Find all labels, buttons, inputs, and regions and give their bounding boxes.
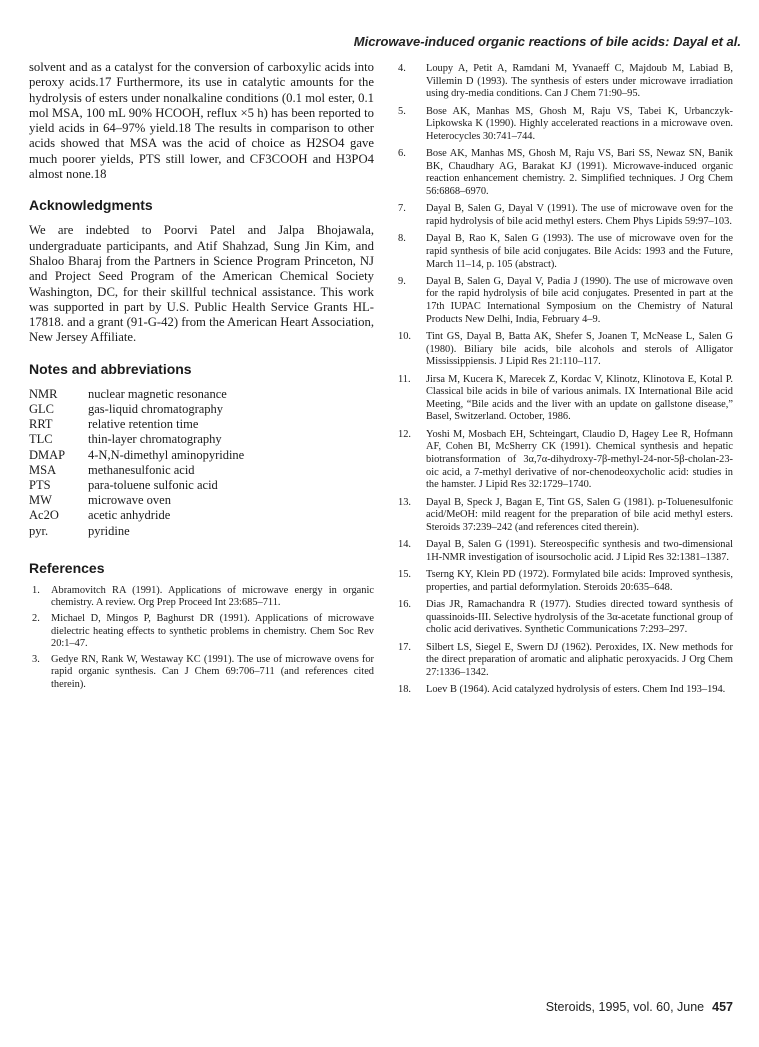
reference-text: Bose AK, Manhas MS, Ghosh M, Raju VS, Tabei K, Urbanczyk-Lipkowska K (1990). Highly accelerated reactions in a microwave oven. Heterocycles 30:741–744.: [426, 105, 733, 142]
reference-list-right: [395, 63, 733, 702]
acknowledgments-text: We are indebted to Poorvi Patel and Jalpa Bhojawala, undergraduate participants, and Atif Shahzad, Sung Jin Kim, and Shaloo Bharaj from the Partners in Science Program Princeton, NJ and Project Seed Program of the American Chemical Society Washington, DC, for their skillful technical assistance. This work was supported in part by U.S. Public Health Service Grants HL-17818. and a grant (91-G-42) from the American Heart Association, New Jersey Affiliate.: [29, 223, 374, 345]
reference-number: 9.: [398, 275, 406, 287]
reference-text: Yoshi M, Mosbach EH, Schteingart, Claudio D, Hagey Lee R, Hofmann AF, Cohen BI, McSherry CK (1991). Chemical synthesis and hepatic biotransformation of 3α,7α-dihydroxy-7β-methyl-24-nor-5β-cholan-23-oic acid, a 7-methyl derivative of nor-chenodeoxycholic acid: studies in the hamster. J Lipid Res 32:1729–1740.: [426, 428, 733, 491]
reference-number: 16.: [398, 599, 411, 611]
reference-text: Dayal B, Salen G, Dayal V (1991). The use of microwave oven for the rapid hydrolysis of bile acid methyl esters. Chem Phys Lipids 59:97–103.: [426, 203, 733, 227]
abbreviation-term: GLC: [29, 401, 54, 416]
abbreviation-row: [29, 493, 244, 508]
reference-number: 4.: [398, 63, 406, 74]
reference-text: Dayal B, Rao K, Salen G (1993). The use of microwave oven for the rapid synthesis of bile acid conjugates. Bile Acids: 1993 and the Future, March 11–14, p. 105 (abstract).: [426, 233, 733, 270]
reference-number: 10.: [398, 331, 411, 343]
journal-citation: Steroids, 1995, vol. 60, June: [545, 1000, 705, 1014]
reference-text: Michael D, Mingos P, Baghurst DR (1991). Applications of microwave dielectric heating effects to synthetic problems in chemistry. Chem Soc Rev 20:1–47.: [51, 612, 374, 650]
reference-text: Tint GS, Dayal B, Batta AK, Shefer S, Joanen T, McNease L, Salen G (1980). Biliary bile acids, bile alcohols and sterols of Alligator Mississippiensis. J Lipid Res 21:110–117.: [426, 331, 733, 368]
abbreviation-meaning: relative retention time: [88, 417, 199, 432]
abbreviation-term: PTS: [29, 477, 51, 492]
abbreviation-term: NMR: [29, 386, 58, 401]
reference-text: Dayal B, Speck J, Bagan E, Tint GS, Salen G (1981). p-Toluenesulfonic acid/MeOH: mild reagent for the preparation of bile acid methyl esters. Steroids 37:239–242 (and references cited therein).: [426, 496, 733, 533]
reference-item: [395, 684, 733, 697]
reference-text: Loev B (1964). Acid catalyzed hydrolysis of esters. Chem Ind 193–194.: [426, 684, 726, 696]
reference-text: Dias JR, Ramachandra R (1977). Studies directed toward synthesis of quassinoids-III. Selective hydrolysis of the 3α-acetate functional group of cholic acid derivatives. Synthetic Communications 7:293–297.: [426, 599, 733, 636]
abbreviation-term: RRT: [29, 417, 53, 432]
reference-item: [395, 203, 733, 228]
reference-number: 5.: [398, 105, 406, 117]
abbreviations-table: [29, 387, 244, 539]
abbreviation-row: [29, 463, 244, 478]
reference-number: 11.: [398, 373, 411, 385]
abbreviation-meaning: 4-N,N-dimethyl aminopyridine: [88, 447, 245, 462]
reference-number: 6.: [398, 148, 406, 160]
page-number: 457: [712, 1000, 733, 1014]
reference-text: Gedye RN, Rank W, Westaway KC (1991). The use of microwave ovens for rapid organic synthesis. Can J Chem 69:706–711 (and references cited therein).: [51, 653, 374, 690]
reference-item: [395, 276, 733, 326]
reference-number: 12.: [398, 428, 411, 440]
abbreviation-row: [29, 508, 244, 523]
reference-item: [395, 374, 733, 424]
abbreviation-row: [29, 478, 244, 493]
running-header: Microwave-induced organic reactions of bile acids: Dayal et al.: [353, 34, 741, 49]
reference-number: 8.: [398, 233, 406, 245]
abbreviation-row: [29, 417, 244, 432]
reference-text: Silbert LS, Siegel E, Swern DJ (1962). Peroxides, IX. New methods for the direct preparation of aromatic and aliphatic peroxyacids. J Org Chem 27:1336–1342.: [426, 641, 733, 678]
reference-item: [395, 539, 733, 564]
reference-text: Loupy A, Petit A, Ramdani M, Yvanaeff C, Majdoub M, Labiad B, Villemin D (1993). The synthesis of esters under microwave irradiation using dry-media conditions. Can J Chem 71:90–95.: [426, 63, 733, 100]
reference-item: [395, 497, 733, 535]
abbreviation-term: DMAP: [29, 447, 66, 462]
abbreviation-term: MSA: [29, 462, 57, 477]
left-column: [29, 60, 374, 695]
reference-number: 18.: [398, 684, 411, 696]
reference-text: Jirsa M, Kucera K, Marecek Z, Kordac V, Klinotz, Klinotova E, Kotal P. Classical bile acids in bile of various animals. IX International Bile acid Meeting, “Bile acids and the liver with an update on gallstone disease,” Basel, Switzerland. October, 1986.: [426, 373, 733, 423]
reference-number: 7.: [398, 203, 406, 215]
acknowledgments-heading: Acknowledgments: [29, 197, 153, 214]
intro-paragraph: solvent and as a catalyst for the conversion of carboxylic acids into peroxy acids.17 Furthermore, its use in catalytic amounts for the hydrolysis of esters under nonalkaline conditions (0.1 mol ester, 0.1 mol MSA, 100 mL 90% HCOOH, reflux ×5 h) has been reported to yield acids in 64–97% yield.18 The results in comparison to other acids showed that MSA was the acid of choice as H2SO4 gave much poorer yields, PTS still lower, and CF3COOH and H3PO4 almost none.18: [29, 60, 374, 182]
reference-text: Abramovitch RA (1991). Applications of microwave energy in organic chemistry. A review. Org Prep Proceed Int 23:685–711.: [51, 584, 374, 609]
reference-number: 14.: [398, 539, 411, 551]
reference-item: [395, 642, 733, 680]
abbreviation-row: [29, 432, 244, 447]
reference-number: 3.: [32, 653, 40, 665]
abbreviation-meaning: gas-liquid chromatography: [88, 401, 224, 416]
reference-text: Bose AK, Manhas MS, Ghosh M, Raju VS, Bari SS, Newaz SN, Banik BK, Chaudhary AG, Barakat KJ (1991). Microwave-induced organic reaction enhancement chemistry. 2. Simplified techniques. J Org Chem 56:6868–6970.: [426, 148, 733, 197]
reference-number: 15.: [398, 569, 411, 581]
reference-item: [395, 599, 733, 637]
reference-item: [395, 63, 733, 101]
reference-item: [395, 429, 733, 492]
reference-item: [395, 233, 733, 271]
notes-heading: Notes and abbreviations: [29, 360, 192, 377]
reference-text: Tserng KY, Klein PD (1972). Formylated bile acids: Improved synthesis, properties, and partial deformylation. Steroids 20:635–648.: [426, 569, 733, 593]
reference-number: 13.: [398, 496, 411, 508]
abbreviation-meaning: nuclear magnetic resonance: [88, 386, 227, 401]
reference-number: 17.: [398, 641, 411, 653]
references-heading: References: [29, 559, 105, 576]
abbreviation-row: [29, 402, 244, 417]
reference-item: [29, 613, 374, 651]
abbreviation-meaning: pyridine: [88, 523, 130, 538]
abbreviation-row: [29, 524, 244, 539]
reference-number: 1.: [32, 584, 40, 596]
reference-item: [395, 148, 733, 198]
abbreviation-meaning: para-toluene sulfonic acid: [88, 477, 218, 492]
reference-item: [395, 331, 733, 369]
abbreviation-meaning: thin-layer chromatography: [88, 432, 222, 447]
abbreviation-meaning: microwave oven: [88, 493, 171, 508]
reference-item: [29, 654, 374, 692]
reference-text: Dayal B, Salen G, Dayal V, Padia J (1990). The use of microwave oven for the rapid hydrolysis of bile acid conjugates. Presented in part at the 17th IUPAC International Symposium on the Chemistry of Natural Products New Delhi, India, February 4–9.: [426, 275, 733, 325]
abbreviation-term: Ac2O: [29, 508, 59, 523]
abbreviation-row: [29, 448, 244, 463]
abbreviation-term: pyr.: [29, 523, 49, 538]
abbreviation-meaning: acetic anhydride: [88, 508, 171, 523]
reference-list-left: [29, 585, 374, 692]
page-footer: [546, 1000, 733, 1014]
abbreviation-term: TLC: [29, 432, 53, 447]
reference-item: [29, 585, 374, 610]
reference-item: [395, 569, 733, 594]
abbreviation-meaning: methanesulfonic acid: [88, 462, 195, 477]
reference-text: Dayal B, Salen G (1991). Stereospecific synthesis and two-dimensional 1H-NMR investigation of isoursocholic acid. J Lipid Res 32:1381–1387.: [426, 539, 733, 563]
reference-item: [395, 106, 733, 144]
abbreviation-row: [29, 387, 244, 402]
reference-number: 2.: [32, 612, 40, 624]
abbreviation-term: MW: [29, 493, 52, 508]
